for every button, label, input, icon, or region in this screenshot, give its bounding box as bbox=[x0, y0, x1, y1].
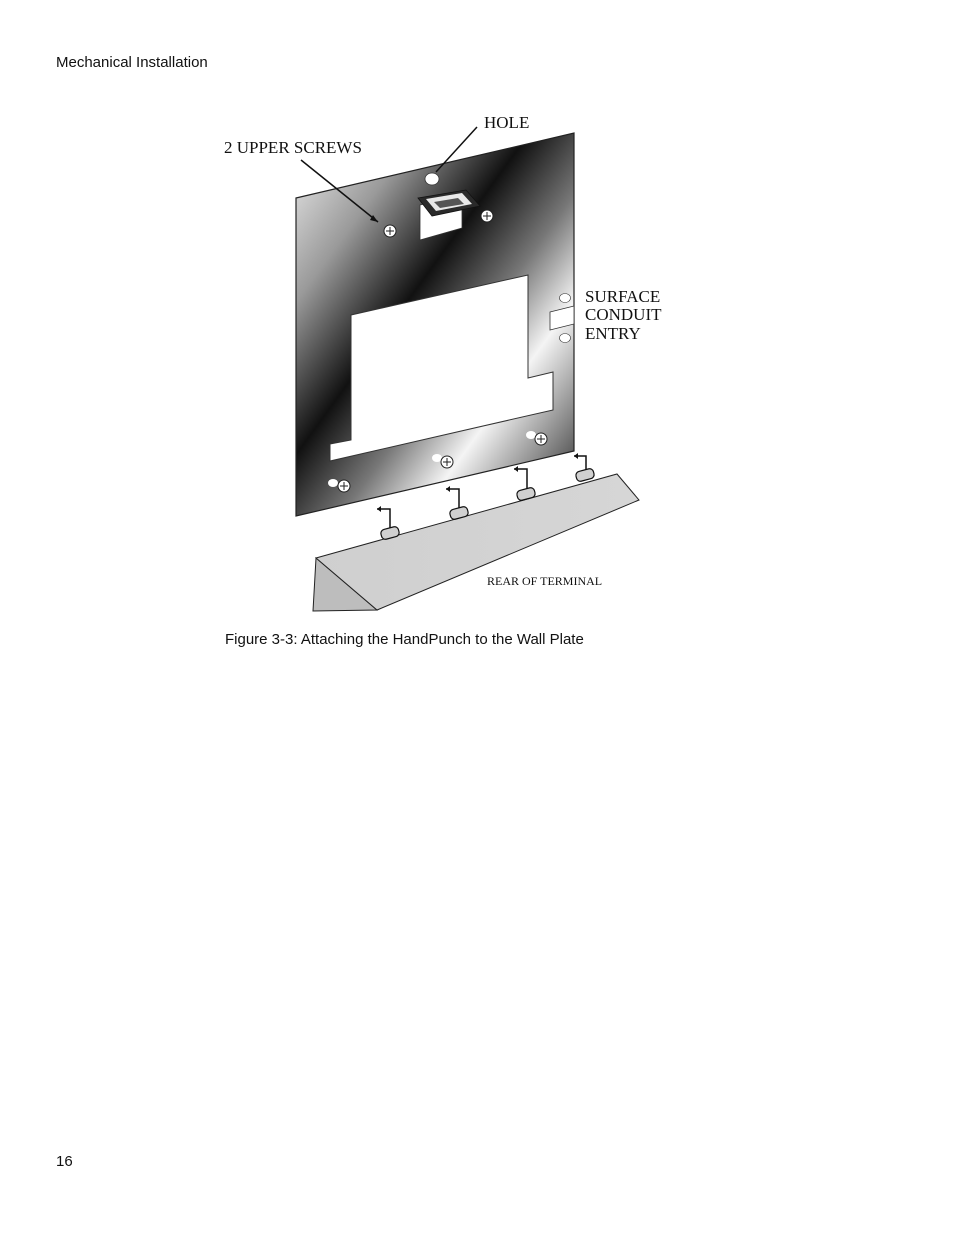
hole-icon bbox=[425, 173, 439, 185]
hook-3-icon bbox=[514, 466, 536, 501]
upper-screws-label: 2 UPPER SCREWS bbox=[224, 138, 362, 157]
upper-screw-left-icon bbox=[384, 225, 396, 237]
conduit-hole-lower-icon bbox=[560, 334, 571, 343]
hole-label: HOLE bbox=[484, 113, 530, 132]
conduit-label-line2: CONDUIT bbox=[585, 305, 662, 324]
hook-4-icon bbox=[574, 453, 595, 482]
page-number: 16 bbox=[56, 1153, 73, 1170]
conduit-label-line3: ENTRY bbox=[585, 324, 641, 343]
running-header: Mechanical Installation bbox=[56, 54, 208, 71]
hook-2-icon bbox=[446, 486, 469, 520]
figure-caption: Figure 3-3: Attaching the HandPunch to the Wall Plate bbox=[225, 631, 584, 648]
rear-terminal-label: REAR OF TERMINAL bbox=[487, 574, 603, 588]
hook-1-icon bbox=[377, 506, 400, 540]
conduit-label-line1: SURFACE bbox=[585, 287, 661, 306]
conduit-hole-upper-icon bbox=[560, 294, 571, 303]
upper-screw-right-icon bbox=[481, 210, 493, 222]
